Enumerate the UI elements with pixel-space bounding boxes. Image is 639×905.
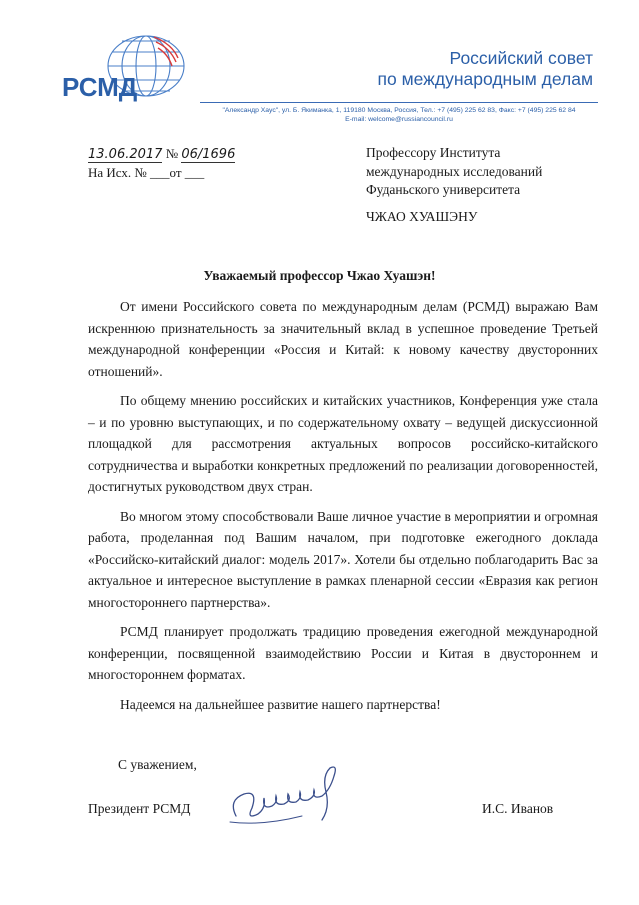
recipient-line3: Фуданьского университета [366,182,521,197]
header-divider [200,102,598,103]
handwritten-signature [222,756,362,836]
address-block [196,106,602,124]
number-label: № [165,146,179,161]
recipient-block [366,144,542,200]
signatory-name: И.С. Иванов [482,801,554,816]
letter-body [88,296,598,723]
recipient-name: ЧЖАО ХУАШЭНУ [366,209,478,224]
salutation: Уважаемый профессор Чжао Хуашэн! [203,268,436,283]
paragraph-5: Надеемся на дальнейшее развитие нашего партнерства! [120,696,441,712]
org-name-line2: по международным делам [377,69,593,89]
signatory-title: Президент РСМД [88,801,191,816]
email-line: E-mail: welcome@russiancouncil.ru [345,116,453,123]
org-name-line1: Российский совет [449,48,593,68]
paragraph-4: РСМД планирует продолжать традицию проведения ежегодной международной конференции, посвященной взаимодействию России и Китая в двустороннем и многостороннем форматах. [88,624,598,682]
reply-reference: На Исх. № ___от ___ [88,165,205,180]
rsmd-logo [60,28,200,108]
paragraph-2: По общему мнению российских и китайских участников, Конференция уже стала – и по уровню выступающих, и по содержательному охвату – ведущей дискуссионной площадкой для рассмотрения актуальных вопросов российско-китайского сотрудничества и выработки конкретных предложений по реализации договоренностей, достигнутых руководством двух стран. [88,393,598,494]
recipient-line1: Профессору Института [366,145,501,160]
org-name [378,48,593,90]
recipient-line2: международных исследований [366,163,543,179]
address-line: "Александр Хаус", ул. Б. Якиманка, 1, 119180 Москва, Россия, Тел.: +7 (495) 225 62 83, Факс: +7 (495) 225 62 84 [222,107,576,114]
paragraph-1: От имени Российского совета по международным делам (РСМД) выражаю Вам искреннюю признательность за значительный вклад в успешное проведение Третьей международной конференции «Россия и Китай: к новому качеству двусторонних отношений». [88,299,598,379]
logo-text: РСМД [62,72,138,102]
number-handwritten: 06/1696 [181,147,236,162]
paragraph-3: Во многом этому способствовали Ваше личное участие в мероприятии и огромная работа, проделанная под Вашим началом, при подготовке ежегодного доклада «Российско-китайский диалог: модель 2017». Хотели бы отдельно поблагодарить Вас за актуальное и интересное выступление в рамках пленарной сессии «Евразия как регион многостороннего партнерства». [88,508,598,610]
outgoing-reference [88,146,235,162]
date-handwritten: 13.06.2017 [88,147,163,162]
closing: С уважением, [118,757,197,772]
